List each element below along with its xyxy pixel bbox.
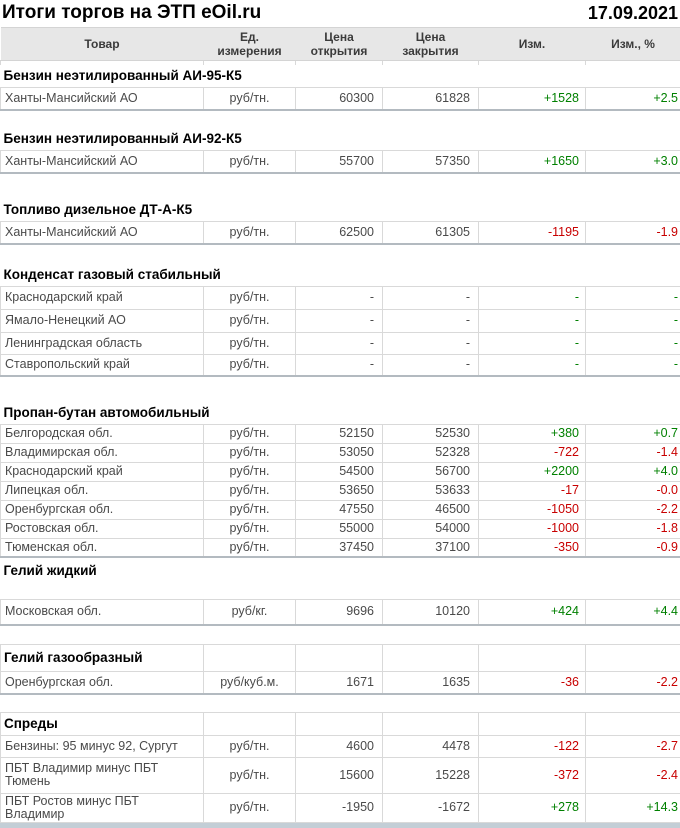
cell-change: -1195 <box>479 221 586 244</box>
cell-unit: руб/кг. <box>204 599 296 625</box>
cell-unit: руб/тн. <box>204 87 296 110</box>
spacer-cell <box>1 376 680 402</box>
cell-unit: руб/тн. <box>204 538 296 557</box>
cell-open-price: -1950 <box>296 793 383 822</box>
column-header-unit: Ед. измерения <box>204 27 296 60</box>
horizontal-scrollbar <box>0 823 680 828</box>
section-title-row <box>1 128 680 150</box>
section-title-row <box>1 65 680 87</box>
spacer-cell <box>1 110 680 128</box>
section-title: Бензин неэтилированный АИ-92-К5 <box>3 131 242 147</box>
cell-unit: руб/тн. <box>204 462 296 481</box>
cell-unit: руб/тн. <box>204 443 296 462</box>
cell-change: -722 <box>479 443 586 462</box>
cell-product: Ленинградская область <box>1 332 204 354</box>
spacer-cell <box>1 244 680 264</box>
cell-product: Краснодарский край <box>1 286 204 309</box>
table-row <box>1 424 680 443</box>
trading-results-table <box>0 27 680 823</box>
column-header-change: Изм. <box>479 27 586 60</box>
section-title-filler-cell <box>296 644 383 671</box>
section-title: Гелий жидкий <box>3 562 97 578</box>
column-header-product: Товар <box>1 27 204 60</box>
section-title: Спреды <box>1 712 204 735</box>
spacer-cell <box>1 625 680 644</box>
cell-change: -36 <box>479 671 586 694</box>
cell-open-price: 52150 <box>296 424 383 443</box>
section-title-filler-cell <box>479 644 586 671</box>
cell-change: +2200 <box>479 462 586 481</box>
spacer-cell <box>1 173 680 199</box>
cell-close-price: - <box>383 286 479 309</box>
cell-change-pct: - <box>586 332 680 354</box>
cell-close-price: 52328 <box>383 443 479 462</box>
cell-change-pct: - <box>586 354 680 376</box>
section-title-row <box>1 199 680 221</box>
section-title-row <box>1 264 680 286</box>
section-title-row <box>1 644 680 671</box>
table-row <box>1 462 680 481</box>
cell-open-price: 54500 <box>296 462 383 481</box>
cell-close-price: 56700 <box>383 462 479 481</box>
cell-change-pct: -1.8 <box>586 519 680 538</box>
cell-unit: руб/тн. <box>204 424 296 443</box>
cell-close-price: 53633 <box>383 481 479 500</box>
section-title: Пропан-бутан автомобильный <box>3 405 210 421</box>
cell-product: Ростовская обл. <box>1 519 204 538</box>
cell-product: Ханты-Мансийский АО <box>1 150 204 173</box>
table-row <box>1 793 680 822</box>
cell-product: Липецкая обл. <box>1 481 204 500</box>
cell-open-price: 37450 <box>296 538 383 557</box>
column-header-close-price: Цена закрытия <box>383 27 479 60</box>
cell-change: - <box>479 286 586 309</box>
section-title-row <box>1 712 680 735</box>
page-title: Итоги торгов на ЭТП eOil.ru <box>2 2 262 24</box>
cell-change-pct: -0.0 <box>586 481 680 500</box>
table-row <box>1 221 680 244</box>
section-title-filler-cell <box>586 644 680 671</box>
section-title-filler-cell <box>586 712 680 735</box>
section-title-filler-cell <box>204 644 296 671</box>
cell-unit: руб/тн. <box>204 332 296 354</box>
cell-change-pct: +2.5 <box>586 87 680 110</box>
cell-open-price: 60300 <box>296 87 383 110</box>
cell-product: Оренбургская обл. <box>1 671 204 694</box>
table-row <box>1 87 680 110</box>
cell-unit: руб/тн. <box>204 309 296 332</box>
cell-product: Ямало-Ненецкий АО <box>1 309 204 332</box>
cell-change: -1050 <box>479 500 586 519</box>
cell-close-price: 61305 <box>383 221 479 244</box>
cell-close-price: 37100 <box>383 538 479 557</box>
section-title: Бензин неэтилированный АИ-95-К5 <box>3 68 242 84</box>
cell-product: Тюменская обл. <box>1 538 204 557</box>
cell-change-pct: +14.3 <box>586 793 680 822</box>
cell-unit: руб/тн. <box>204 221 296 244</box>
cell-change-pct: - <box>586 309 680 332</box>
table-body <box>1 60 680 822</box>
cell-unit: руб/тн. <box>204 500 296 519</box>
section-title-filler-cell <box>383 712 479 735</box>
table-row <box>1 671 680 694</box>
cell-change: +424 <box>479 599 586 625</box>
section-title-row <box>1 402 680 424</box>
cell-product: ПБТ Ростов минус ПБТ Владимир <box>1 793 204 822</box>
section-title-filler-cell <box>296 712 383 735</box>
cell-change: -122 <box>479 735 586 757</box>
cell-close-price: 10120 <box>383 599 479 625</box>
cell-change-pct: -0.9 <box>586 538 680 557</box>
cell-close-price: 46500 <box>383 500 479 519</box>
table-row <box>1 443 680 462</box>
table-header <box>1 27 680 60</box>
cell-change: +1650 <box>479 150 586 173</box>
cell-open-price: 9696 <box>296 599 383 625</box>
cell-close-price: - <box>383 332 479 354</box>
column-header-open-price: Цена открытия <box>296 27 383 60</box>
cell-close-price: - <box>383 354 479 376</box>
section-title-filler-cell <box>479 712 586 735</box>
column-header-change-pct: Изм., % <box>586 27 680 60</box>
cell-open-price: 1671 <box>296 671 383 694</box>
table-row <box>1 500 680 519</box>
cell-product: Бензины: 95 минус 92, Сургут <box>1 735 204 757</box>
cell-change: +1528 <box>479 87 586 110</box>
cell-unit: руб/тн. <box>204 735 296 757</box>
table-row <box>1 757 680 793</box>
section-spacer <box>1 244 680 264</box>
cell-product: Владимирская обл. <box>1 443 204 462</box>
cell-open-price: 62500 <box>296 221 383 244</box>
cell-change: -17 <box>479 481 586 500</box>
cell-change-pct: -1.9 <box>586 221 680 244</box>
table-row <box>1 538 680 557</box>
cell-change-pct: +4.4 <box>586 599 680 625</box>
cell-close-price: -1672 <box>383 793 479 822</box>
cell-close-price: 15228 <box>383 757 479 793</box>
table-row <box>1 354 680 376</box>
table-header-row <box>1 27 680 60</box>
cell-close-price: 4478 <box>383 735 479 757</box>
cell-close-price: 57350 <box>383 150 479 173</box>
cell-unit: руб/тн. <box>204 150 296 173</box>
table-row <box>1 481 680 500</box>
section-title-filler-cell <box>204 712 296 735</box>
cell-open-price: 15600 <box>296 757 383 793</box>
section-title: Топливо дизельное ДТ-А-К5 <box>3 202 193 218</box>
cell-unit: руб/тн. <box>204 354 296 376</box>
cell-open-price: - <box>296 309 383 332</box>
cell-unit: руб/тн. <box>204 481 296 500</box>
table-row <box>1 735 680 757</box>
cell-change-pct: +4.0 <box>586 462 680 481</box>
cell-change: -372 <box>479 757 586 793</box>
report-date: 17.09.2021 <box>587 2 678 23</box>
cell-change-pct: +0.7 <box>586 424 680 443</box>
table-row <box>1 332 680 354</box>
cell-unit: руб/куб.м. <box>204 671 296 694</box>
cell-change: +380 <box>479 424 586 443</box>
cell-unit: руб/тн. <box>204 757 296 793</box>
table-row <box>1 519 680 538</box>
section-title: Гелий газообразный <box>1 644 204 671</box>
cell-close-price: 52530 <box>383 424 479 443</box>
cell-change: - <box>479 309 586 332</box>
cell-product: Оренбургская обл. <box>1 500 204 519</box>
cell-change: -1000 <box>479 519 586 538</box>
cell-change: +278 <box>479 793 586 822</box>
cell-product: Московская обл. <box>1 599 204 625</box>
cell-unit: руб/тн. <box>204 286 296 309</box>
section-spacer <box>1 376 680 402</box>
section-spacer <box>1 625 680 644</box>
cell-open-price: - <box>296 286 383 309</box>
cell-product: Краснодарский край <box>1 462 204 481</box>
cell-change: - <box>479 332 586 354</box>
cell-change-pct: -1.4 <box>586 443 680 462</box>
cell-close-price: - <box>383 309 479 332</box>
cell-change: - <box>479 354 586 376</box>
cell-change: -350 <box>479 538 586 557</box>
cell-unit: руб/тн. <box>204 519 296 538</box>
cell-change-pct: -2.2 <box>586 671 680 694</box>
cell-open-price: - <box>296 332 383 354</box>
cell-change-pct: - <box>586 286 680 309</box>
cell-open-price: - <box>296 354 383 376</box>
cell-open-price: 55700 <box>296 150 383 173</box>
after-title-spacer <box>1 582 680 599</box>
cell-change-pct: +3.0 <box>586 150 680 173</box>
cell-open-price: 53050 <box>296 443 383 462</box>
cell-change-pct: -2.4 <box>586 757 680 793</box>
spacer-cell <box>1 582 680 599</box>
table-row <box>1 599 680 625</box>
cell-open-price: 4600 <box>296 735 383 757</box>
table-row <box>1 286 680 309</box>
cell-close-price: 54000 <box>383 519 479 538</box>
section-spacer <box>1 173 680 199</box>
spacer-cell <box>1 694 680 712</box>
cell-product: ПБТ Владимир минус ПБТ Тюмень <box>1 757 204 793</box>
table-row <box>1 150 680 173</box>
cell-close-price: 1635 <box>383 671 479 694</box>
title-bar <box>0 0 680 27</box>
section-title: Конденсат газовый стабильный <box>3 267 221 283</box>
cell-product: Ставропольский край <box>1 354 204 376</box>
cell-product: Ханты-Мансийский АО <box>1 221 204 244</box>
table-row <box>1 309 680 332</box>
cell-open-price: 53650 <box>296 481 383 500</box>
cell-change-pct: -2.7 <box>586 735 680 757</box>
section-spacer <box>1 694 680 712</box>
cell-product: Белгородская обл. <box>1 424 204 443</box>
section-title-filler-cell <box>383 644 479 671</box>
cell-open-price: 47550 <box>296 500 383 519</box>
section-spacer <box>1 110 680 128</box>
cell-open-price: 55000 <box>296 519 383 538</box>
cell-change-pct: -2.2 <box>586 500 680 519</box>
section-title-row <box>1 557 680 582</box>
cell-unit: руб/тн. <box>204 793 296 822</box>
cell-close-price: 61828 <box>383 87 479 110</box>
cell-product: Ханты-Мансийский АО <box>1 87 204 110</box>
